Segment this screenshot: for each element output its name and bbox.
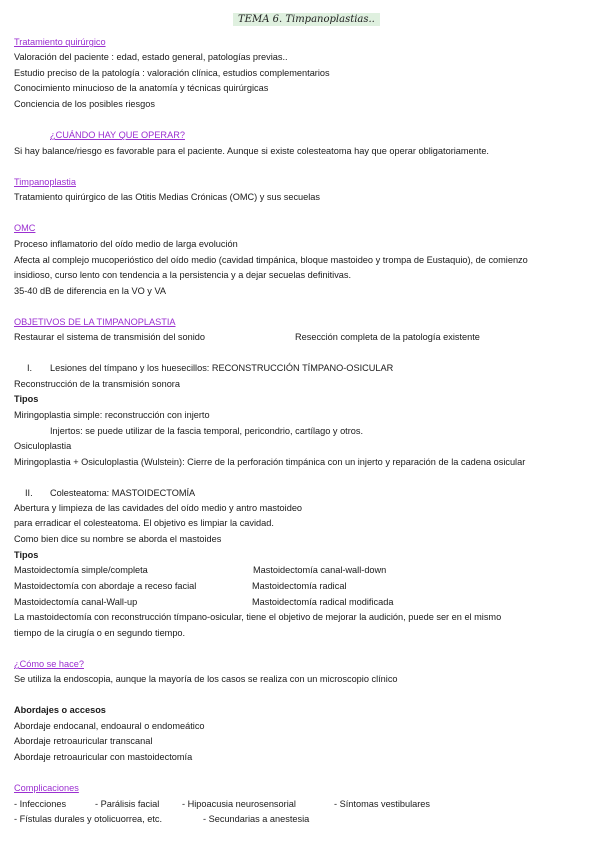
text-line: Conocimiento minucioso de la anatomía y técnicas quirúrgicas: [14, 83, 269, 93]
page-title: TEMA 6. Timpanoplastias..: [233, 13, 380, 26]
text-line: La mastoidectomía con reconstrucción tímpano-osicular, tiene el objetivo de mejorar la audición, puede ser en el mismo: [14, 612, 502, 622]
section-heading-cuando-operar: ¿CUÁNDO HAY QUE OPERAR?: [50, 130, 185, 140]
type-item: Mastoidectomía radical modificada: [252, 597, 394, 607]
complication-item: - Fístulas durales y otolicuorrea, etc.: [14, 814, 163, 824]
objective-right: Resección completa de la patología existente: [295, 332, 480, 342]
type-item: Mastoidectomía con abordaje a receso facial: [14, 581, 197, 591]
text-line: Valoración del paciente : edad, estado general, patologías previas..: [14, 52, 288, 62]
text-line: tiempo de la cirugía o en segundo tiempo.: [14, 628, 186, 638]
text-line: Injertos: se puede utilizar de la fascia temporal, pericondrio, cartílago y otros.: [50, 426, 364, 436]
complication-item: - Infecciones: [14, 799, 67, 809]
text-line: Miringoplastia simple: reconstrucción con injerto: [14, 410, 210, 420]
text-line: Abordaje retroauricular con mastoidectomía: [14, 752, 193, 762]
subsection-title-mastoidectomia: Colesteatoma: MASTOIDECTOMÍA: [50, 488, 196, 498]
complication-item: - Secundarias a anestesia: [203, 814, 310, 824]
text-line: 35-40 dB de diferencia en la VO y VA: [14, 286, 167, 296]
type-item: Mastoidectomía canal-Wall-up: [14, 597, 138, 607]
type-item: Mastoidectomía canal-wall-down: [253, 565, 387, 575]
text-line: Como bien dice su nombre se aborda el mastoides: [14, 534, 222, 544]
text-line: Miringoplastia + Osiculoplastia (Wulstein): Cierre de la perforación timpánica con un injerto y reparación de la cadena osicular: [14, 457, 526, 467]
type-item: Mastoidectomía radical: [252, 581, 347, 591]
objective-left: Restaurar el sistema de transmisión del sonido: [14, 332, 205, 342]
list-number: I.: [27, 363, 33, 373]
complication-item: - Hipoacusia neurosensorial: [182, 799, 296, 809]
text-line: Se utiliza la endoscopia, aunque la mayoría de los casos se realiza con un microscopio clínico: [14, 674, 398, 684]
tipos-label: Tipos: [14, 394, 39, 404]
section-heading-tratamiento: Tratamiento quirúrgico: [14, 37, 106, 47]
list-number: II.: [25, 488, 33, 498]
section-heading-como-se-hace: ¿Cómo se hace?: [14, 659, 84, 669]
text-line: Abertura y limpieza de las cavidades del oído medio y antro mastoideo: [14, 503, 303, 513]
complication-item: - Parálisis facial: [95, 799, 160, 809]
type-item: Mastoidectomía simple/completa: [14, 565, 148, 575]
text-line: Abordaje endocanal, endoaural o endomeático: [14, 721, 205, 731]
complication-item: - Síntomas vestibulares: [334, 799, 430, 809]
section-heading-timpanoplastia: Timpanoplastia: [14, 177, 76, 187]
tipos-label: Tipos: [14, 550, 39, 560]
section-heading-complicaciones: Complicaciones: [14, 783, 79, 793]
text-line: Osiculoplastia: [14, 441, 72, 451]
text-line: insidioso, curso lento con tendencia a la persistencia y a dejar secuelas definitivas.: [14, 270, 352, 280]
text-line: Afecta al complejo mucoperióstico del oído medio (cavidad timpánica, bloque mastoideo y trompa de Eustaquio), de comienzo: [14, 255, 528, 265]
section-heading-abordajes: Abordajes o accesos: [14, 705, 106, 715]
text-line: Proceso inflamatorio del oído medio de larga evolución: [14, 239, 238, 249]
section-heading-objetivos: OBJETIVOS DE LA TIMPANOPLASTIA: [14, 317, 176, 327]
text-line: Si hay balance/riesgo es favorable para el paciente. Aunque si existe colesteatoma hay que operar obligatoriamente.: [14, 146, 489, 156]
text-line: Abordaje retroauricular transcanal: [14, 736, 153, 746]
text-line: Tratamiento quirúrgico de las Otitis Medias Crónicas (OMC) y sus secuelas: [14, 192, 321, 202]
text-line: Estudio preciso de la patología : valoración clínica, estudios complementarios: [14, 68, 330, 78]
text-line: Conciencia de los posibles riesgos: [14, 99, 155, 109]
section-heading-omc: OMC: [14, 223, 36, 233]
subsection-title-reconstruccion: Lesiones del tímpano y los huesecillos: RECONSTRUCCIÓN TÍMPANO-OSICULAR: [50, 363, 394, 373]
text-line: Reconstrucción de la transmisión sonora: [14, 379, 180, 389]
text-line: para erradicar el colesteatoma. El objetivo es limpiar la cavidad.: [14, 518, 274, 528]
